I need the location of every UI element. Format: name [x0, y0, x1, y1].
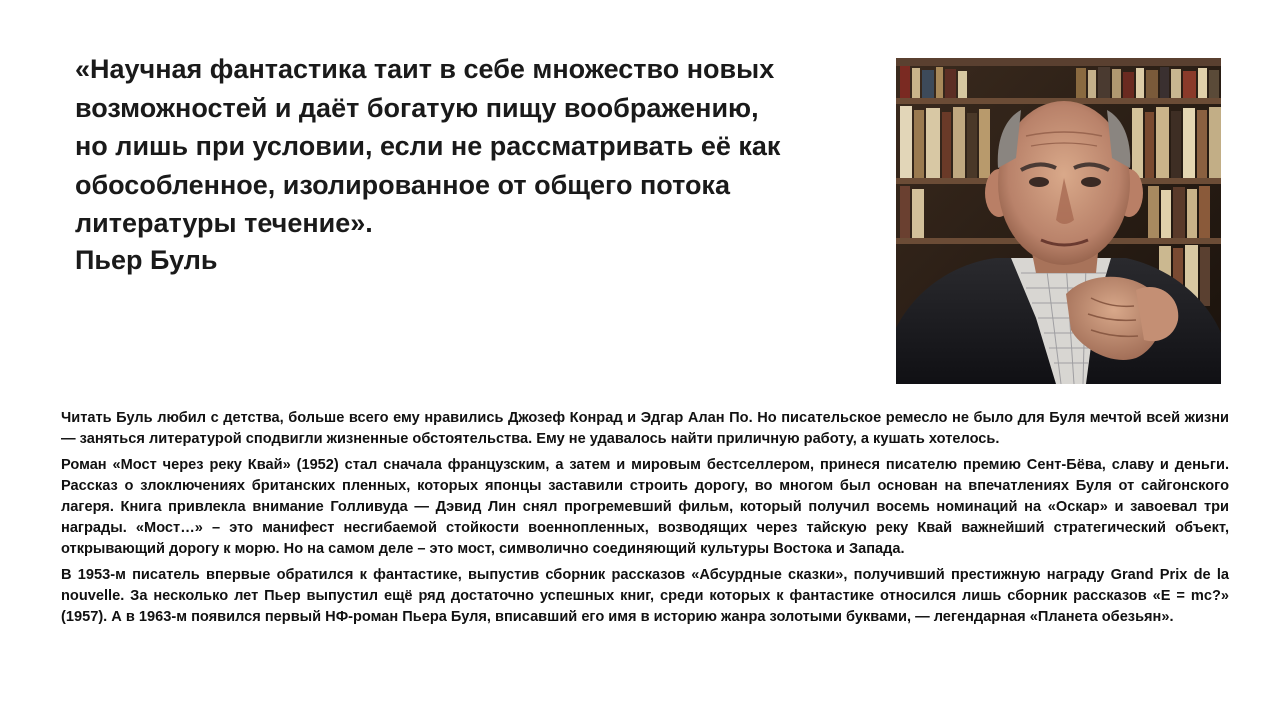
quote-author: Пьер Буль	[75, 245, 218, 275]
quote-line-2: возможностей и даёт богатую пищу воображению,	[75, 92, 759, 123]
paragraph-1: Читать Буль любил с детства, больше всего ему нравились Джозеф Конрад и Эдгар Алан По. Но писательское ремесло не было для Буля мечтой всей жизни — заняться литературой сподвигли жизненные обстоятельства. Ему не удавалось найти приличную работу, а кушать хотелось.	[61, 410, 1229, 447]
biography-text	[61, 408, 1229, 633]
paragraph-2: Роман «Мост через реку Квай» (1952) стал сначала французским, а затем и мировым бестселлером, принеся писателю премию Сент-Бёва, славу и деньги. Рассказ о злоключениях британских пленных, которых японцы заставили строить дорогу, во многом был основан на впечатлениях Буля от сайгонского лагеря. Книга привлекла внимание Голливуда — Дэвид Лин снял прогремевший фильм, который получил восемь номинаций на «Оскар» и завоевал три награды. «Мост…» – это манифест несгибаемой стойкости военнопленных, возводящих через тайскую реку Квай важнейший стратегический объект, открывающий дорогу к морю. Но на самом деле – это мост, символично соединяющий культуры Востока и Запада.	[61, 457, 1229, 557]
quote-block	[75, 50, 835, 243]
author-portrait	[896, 58, 1221, 384]
quote-line-4: обособленное, изолированное от общего потока	[75, 169, 730, 200]
quote-line-1: «Научная фантастика таит в себе множество новых	[75, 54, 775, 84]
portrait-image	[896, 58, 1221, 384]
quote-line-3: но лишь при условии, если не рассматривать её как	[75, 131, 781, 161]
paragraph-3: В 1953-м писатель впервые обратился к фантастике, выпустив сборник рассказов «Абсурдные сказки», получивший престижную награду Grand Prix de la nouvelle. За несколько лет Пьер выпустил ещё ряд достаточно успешных книг, среди которых к фантастике относился лишь сборник рассказов «E = mc?» (1957). А в 1963-м появился первый НФ-роман Пьера Буля, вписавший его имя в историю жанра золотыми буквами, — легендарная «Планета обезьян».	[61, 567, 1229, 625]
quote-line-5: литературы течение».	[75, 208, 373, 238]
